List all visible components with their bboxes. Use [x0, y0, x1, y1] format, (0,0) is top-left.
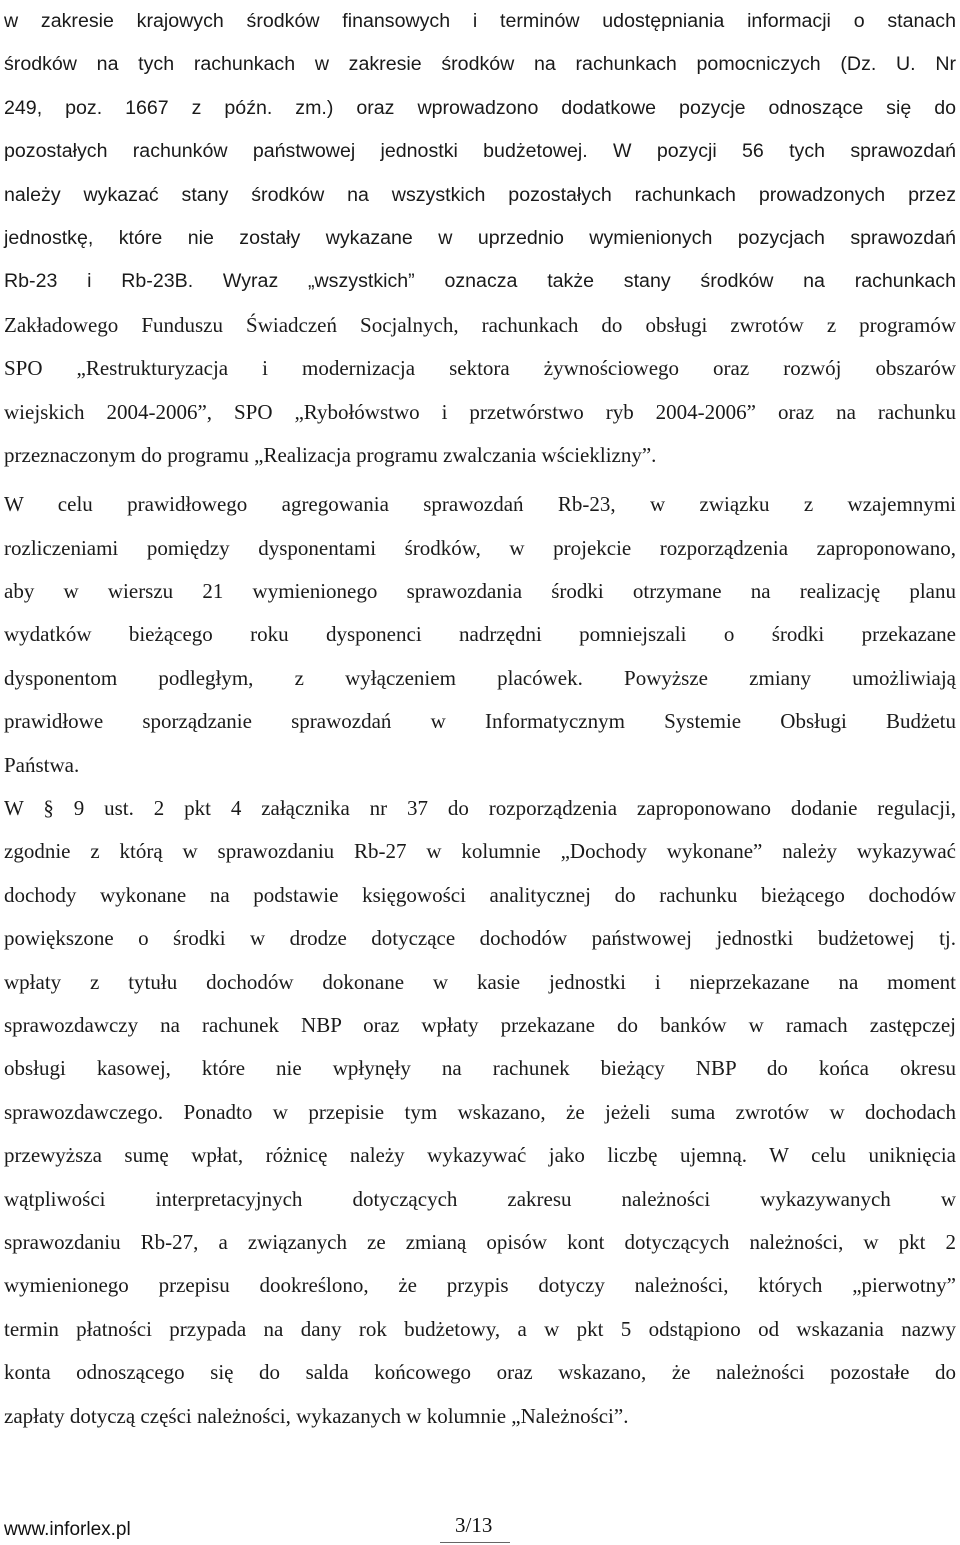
document-body [4, 0, 956, 1438]
paragraph [4, 0, 956, 477]
text-line: sprawozdaniu Rb-27, a związanych ze zmianą opisów kont dotyczących należności, w pkt 2 [4, 1229, 956, 1254]
text-line: sprawozdawczego. Ponadto w przepisie tym wskazano, że jeżeli suma zwrotów w dochodach [4, 1099, 956, 1124]
text-line: przeznaczonym do programu „Realizacja programu zwalczania wścieklizny”. [4, 442, 657, 467]
text-line: SPO „Restrukturyzacja i modernizacja sektora żywnościowego oraz rozwój obszarów [4, 356, 956, 381]
text-line: należy wykazać stany środków na wszystkich pozostałych rachunkach prowadzonych przez [4, 183, 956, 206]
text-line: Państwa. [4, 752, 80, 777]
text-line: środków na tych rachunkach w zakresie środków na rachunkach pomocniczych (Dz. U. Nr [4, 53, 956, 76]
footer-divider [440, 1542, 510, 1543]
text-line: Zakładowego Funduszu Świadczeń Socjalnych, rachunkach do obsługi zwrotów z programów [4, 312, 956, 337]
text-line: wątpliwości interpretacyjnych dotyczących zakresu należności wykazywanych w [4, 1186, 956, 1211]
paragraph [4, 483, 956, 787]
text-line: W § 9 ust. 2 pkt 4 załącznika nr 37 do rozporządzenia zaproponowano dodanie regulacji, [4, 796, 956, 821]
text-line: W celu prawidłowego agregowania sprawozdań Rb-23, w związku z wzajemnymi [4, 492, 956, 517]
text-line: obsługi kasowej, które nie wpłynęły na rachunek bieżący NBP do końca okresu [4, 1056, 956, 1081]
text-line: zgodnie z którą w sprawozdaniu Rb-27 w kolumnie „Dochody wykonane” należy wykazywać [4, 839, 956, 864]
text-line: wpłaty z tytułu dochodów dokonane w kasie jednostki i nieprzekazane na moment [4, 969, 956, 994]
text-line: wymienionego przepisu dookreślono, że przypis dotyczy należności, których „pierwotny” [4, 1273, 956, 1298]
text-line: pozostałych rachunków państwowej jednostki budżetowej. W pozycji 56 tych sprawozdań [4, 140, 956, 163]
text-line: przewyższa sumę wpłat, różnicę należy wykazywać jako liczbę ujemną. W celu uniknięcia [4, 1143, 956, 1168]
text-line: wiejskich 2004-2006”, SPO „Rybołówstwo i przetwórstwo ryb 2004-2006” oraz na rachunku [4, 399, 956, 424]
paragraph [4, 787, 956, 1438]
text-line: wydatków bieżącego roku dysponenci nadrzędni pomniejszali o środki przekazane [4, 622, 956, 647]
footer-url[interactable]: www.inforlex.pl [4, 1519, 131, 1540]
text-line: dochody wykonane na podstawie księgowości analitycznej do rachunku bieżącego dochodów [4, 882, 956, 907]
text-line: konta odnoszącego się do salda końcowego oraz wskazano, że należności pozostałe do [4, 1360, 956, 1385]
text-line: dysponentom podległym, z wyłączeniem placówek. Powyższe zmiany umożliwiają [4, 665, 956, 690]
page-number: 3/13 [455, 1513, 493, 1537]
text-line: w zakresie krajowych środków finansowych i terminów udostępniania informacji o stanach [4, 10, 956, 32]
page-footer [0, 1495, 960, 1545]
text-line: Rb-23 i Rb-23B. Wyraz „wszystkich” oznacza także stany środków na rachunkach [4, 270, 956, 293]
text-line: termin płatności przypada na dany rok budżetowy, a w pkt 5 odstąpiono od wskazania nazwy [4, 1316, 956, 1341]
text-line: zapłaty dotyczą części należności, wykazanych w kolumnie „Należności”. [4, 1403, 629, 1428]
text-line: 249, poz. 1667 z późn. zm.) oraz wprowadzono dodatkowe pozycje odnoszące się do [4, 96, 956, 119]
text-line: rozliczeniami pomiędzy dysponentami środków, w projekcie rozporządzenia zaproponowano, [4, 535, 956, 560]
text-line: powiększone o środki w drodze dotyczące dochodów państwowej jednostki budżetowej tj. [4, 926, 956, 951]
text-line: aby w wierszu 21 wymienionego sprawozdania środki otrzymane na realizację planu [4, 579, 956, 604]
text-line: sprawozdawczy na rachunek NBP oraz wpłaty przekazane do banków w ramach zastępczej [4, 1012, 956, 1037]
text-line: prawidłowe sporządzanie sprawozdań w Informatycznym Systemie Obsługi Budżetu [4, 709, 956, 734]
text-line: jednostkę, które nie zostały wykazane w uprzednio wymienionych pozycjach sprawozdań [4, 226, 956, 249]
